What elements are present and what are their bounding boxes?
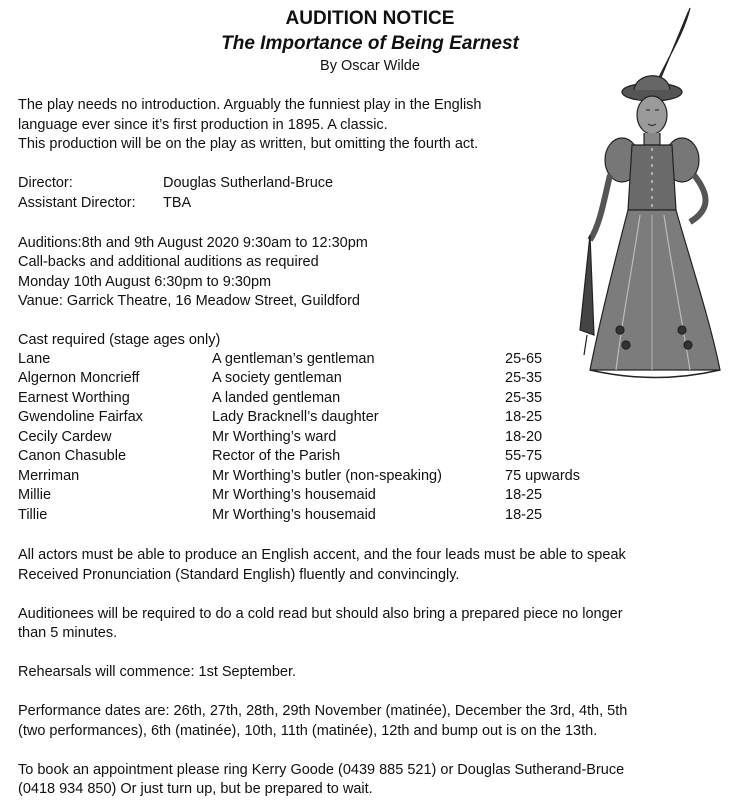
rehearsals: Rehearsals will commence: 1st September. — [18, 664, 297, 680]
cast-name: Algernon Moncrieff — [18, 370, 140, 386]
cast-role: A society gentleman — [212, 370, 342, 386]
cast-name: Tillie — [18, 507, 48, 523]
cast-name: Canon Chasuble — [18, 448, 127, 464]
cast-role: Mr Worthing’s housemaid — [212, 507, 376, 523]
cast-role: A gentleman’s gentleman — [212, 351, 375, 367]
audition-line: Auditions:8th and 9th August 2020 9:30am to 12:30pm — [18, 235, 368, 251]
lady-bracknell-illustration — [560, 0, 740, 390]
cast-age: 18-25 — [505, 409, 543, 425]
cold-read-line: Auditionees will be required to do a cold read but should also bring a prepared piece no longer — [18, 606, 623, 622]
title: AUDITION NOTICE — [285, 8, 455, 29]
accent-line: All actors must be able to produce an English accent, and the four leads must be able to speak — [18, 547, 626, 563]
performance-line: Performance dates are: 26th, 27th, 28th, 29th November (matinée), December the 3rd, 4th, 5th — [18, 703, 628, 719]
cast-age: 18-20 — [505, 429, 543, 445]
accent-line: Received Pronunciation (Standard English) fluently and convincingly. — [18, 567, 460, 583]
cast-name: Merriman — [18, 468, 80, 484]
assistant-director-value: TBA — [163, 195, 192, 211]
face-icon — [637, 96, 667, 134]
cast-name: Cecily Cardew — [18, 429, 112, 445]
cast-role: Mr Worthing’s butler (non-speaking) — [212, 468, 442, 484]
director-label: Director: — [18, 175, 73, 191]
cast-role: Rector of the Parish — [212, 448, 341, 464]
cast-age: 25-35 — [505, 390, 543, 406]
intro-line: The play needs no introduction. Arguably the funniest play in the English — [18, 97, 482, 113]
cast-age: 25-35 — [505, 370, 543, 386]
audition-line: Monday 10th August 6:30pm to 9:30pm — [18, 274, 272, 290]
cast-age: 18-25 — [505, 487, 543, 503]
cast-role: Mr Worthing’s housemaid — [212, 487, 376, 503]
audition-line: Call-backs and additional auditions as required — [18, 254, 319, 270]
cast-role: A landed gentleman — [212, 390, 341, 406]
booking-line: (0418 934 850) Or just turn up, but be prepared to wait. — [18, 781, 373, 797]
booking-line: To book an appointment please ring Kerry Goode (0439 885 521) or Douglas Sutherand-Bruce — [18, 762, 625, 778]
umbrella-icon — [580, 235, 594, 335]
play-title: The Importance of Being Earnest — [221, 33, 519, 54]
cast-age: 75 upwards — [505, 468, 580, 484]
cold-read-line: than 5 minutes. — [18, 625, 118, 641]
cast-role: Mr Worthing’s ward — [212, 429, 337, 445]
audition-line: Vanue: Garrick Theatre, 16 Meadow Street, Guildford — [18, 293, 360, 309]
cast-heading: Cast required (stage ages only) — [18, 332, 221, 348]
assistant-director-label: Assistant Director: — [18, 195, 136, 211]
cast-role: Lady Bracknell’s daughter — [212, 409, 379, 425]
cast-name: Gwendoline Fairfax — [18, 409, 143, 425]
cast-age: 18-25 — [505, 507, 543, 523]
cast-name: Earnest Worthing — [18, 390, 130, 406]
intro-line: This production will be on the play as written, but omitting the fourth act. — [18, 136, 479, 152]
intro-line: language ever since it’s first production in 1895. A classic. — [18, 117, 388, 133]
cast-age: 25-65 — [505, 351, 543, 367]
cast-age: 55-75 — [505, 448, 543, 464]
director-value: Douglas Sutherland-Bruce — [163, 175, 334, 191]
author: By Oscar Wilde — [320, 58, 420, 74]
performance-line: (two performances), 6th (matinée), 10th, 11th (matinée), 12th and bump out is on the 13th. — [18, 723, 598, 739]
cast-name: Lane — [18, 351, 51, 367]
cast-name: Millie — [18, 487, 52, 503]
